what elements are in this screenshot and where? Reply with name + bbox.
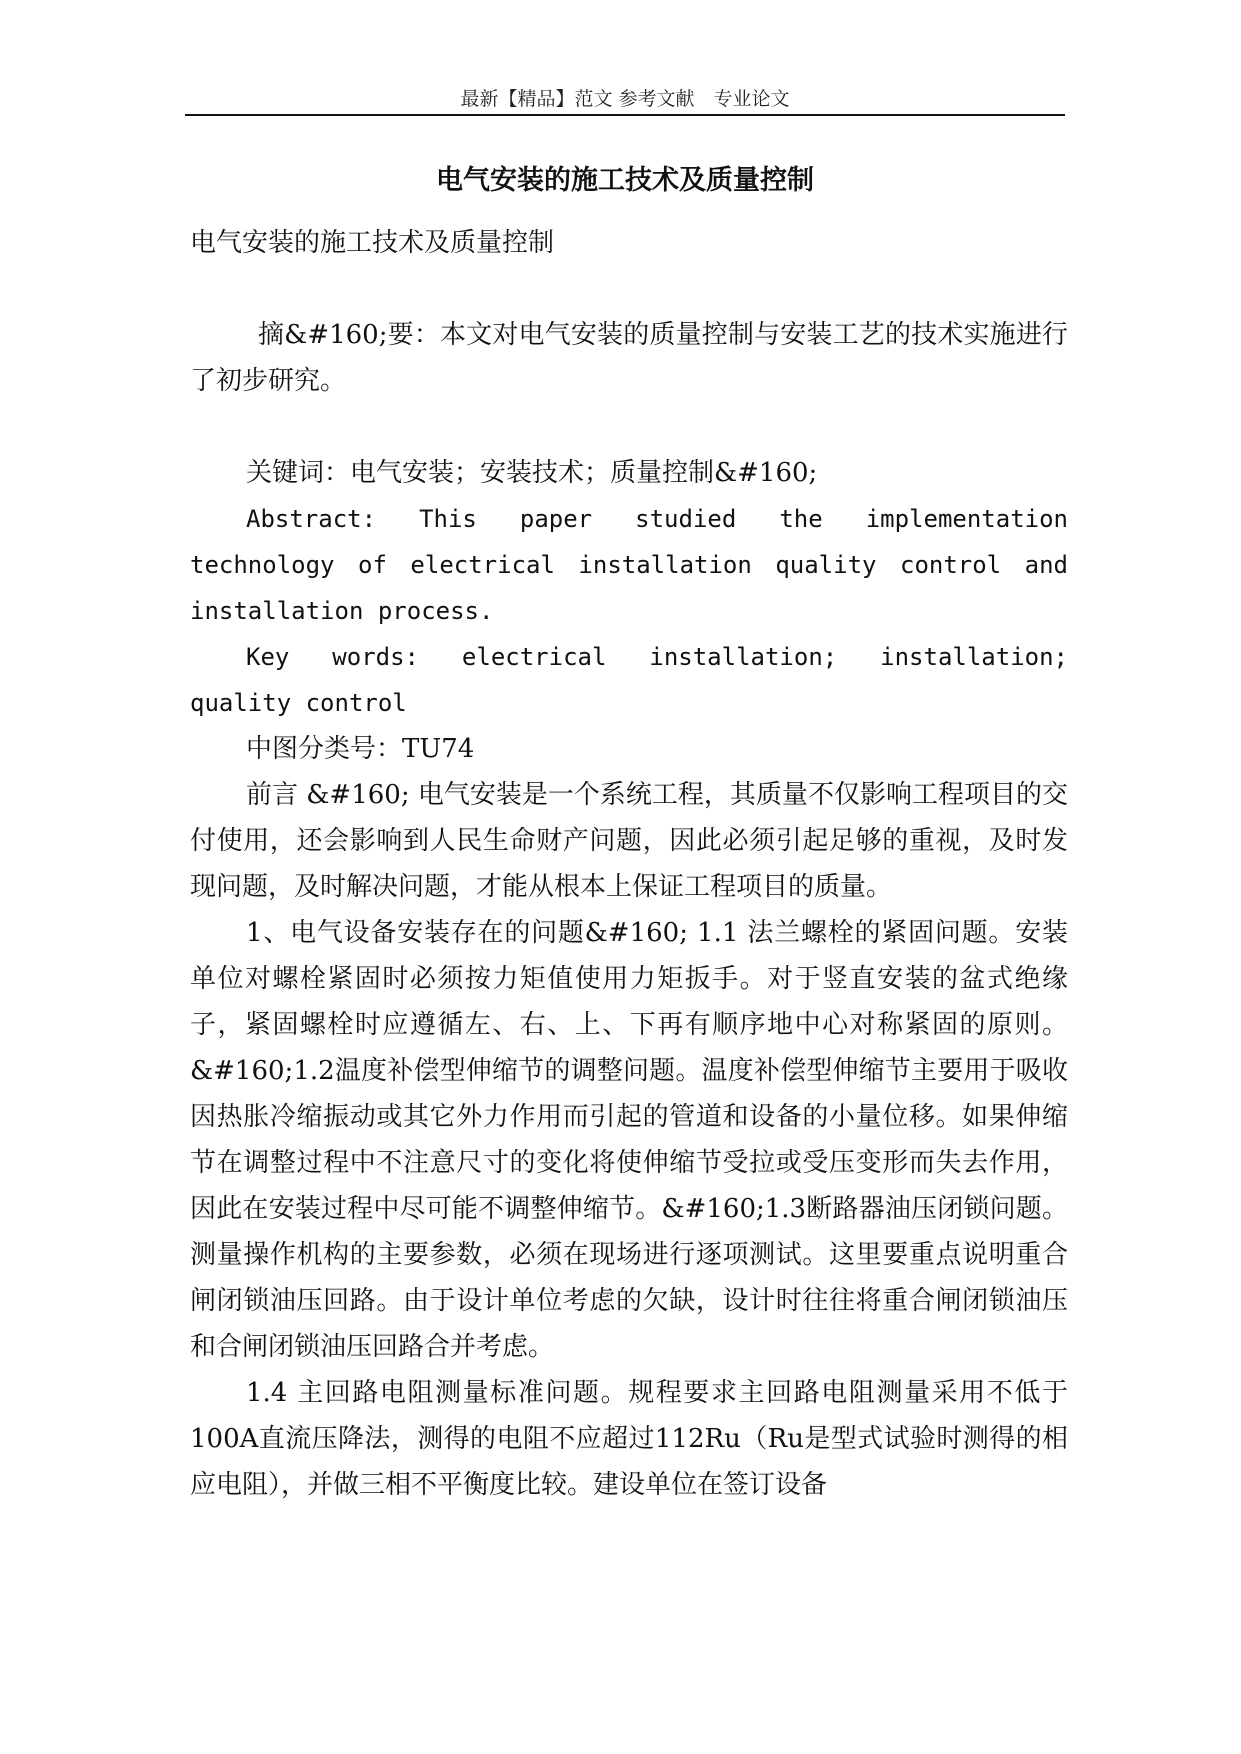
header-divider (185, 114, 1065, 116)
preface-paragraph: 前言 &#160; 电气安装是一个系统工程，其质量不仅影响工程项目的交付使用，还会影响到人民生命财产问题，因此必须引起足够的重视，及时发现问题，及时解决问题，才能从根本上保证工程项目的质量。 (190, 780, 1068, 902)
document-body (190, 220, 1068, 1508)
document-title: 电气安装的施工技术及质量控制 (436, 165, 814, 196)
running-header: 最新【精品】范文 参考文献 专业论文 (460, 88, 790, 110)
section-1-4-paragraph: 1.4 主回路电阻测量标准问题。规程要求主回路电阻测量采用不低于100A直流压降法，测得的电阻不应超过112Ru（Ru是型式试验时测得的相应电阻），并做三相不平衡度比较。建设单位在签订设备 (190, 1378, 1068, 1500)
keywords-paragraph: 关键词：电气安装；安装技术；质量控制&#160; (246, 458, 818, 488)
section-1-paragraph: 1、电气设备安装存在的问题&#160; 1.1 法兰螺栓的紧固问题。安装单位对螺栓紧固时必须按力矩值使用力矩扳手。对于竖直安装的盆式绝缘子，紧固螺栓时应遵循左、右、上、下再有顺序地中心对称紧固的原则。&#160;1.2温度补偿型伸缩节的调整问题。温度补偿型伸缩节主要用于吸收因热胀冷缩振动或其它外力作用而引起的管道和设备的小量位移。如果伸缩节在调整过程中不注意尺寸的变化将使伸缩节受拉或受压变形而失去作用，因此在安装过程中尽可能不调整伸缩节。&#160;1.3断路器油压闭锁问题。测量操作机构的主要参数，必须在现场进行逐项测试。这里要重点说明重合闸闭锁油压回路。由于设计单位考虑的欠缺，设计时往往将重合闸闭锁油压和合闸闭锁油压回路合并考虑。 (190, 918, 1068, 1362)
classification-number: 中图分类号：TU74 (246, 734, 475, 764)
english-abstract-paragraph: Abstract: This paper studied the implementation technology of electrical installation quality control and installation process. (190, 505, 1068, 625)
document-subtitle: 电气安装的施工技术及质量控制 (190, 228, 555, 258)
abstract-paragraph: 摘&#160;要：本文对电气安装的质量控制与安装工艺的技术实施进行了初步研究。 (190, 320, 1068, 396)
english-keywords-paragraph: Key words: electrical installation; installation; quality control (190, 643, 1068, 717)
